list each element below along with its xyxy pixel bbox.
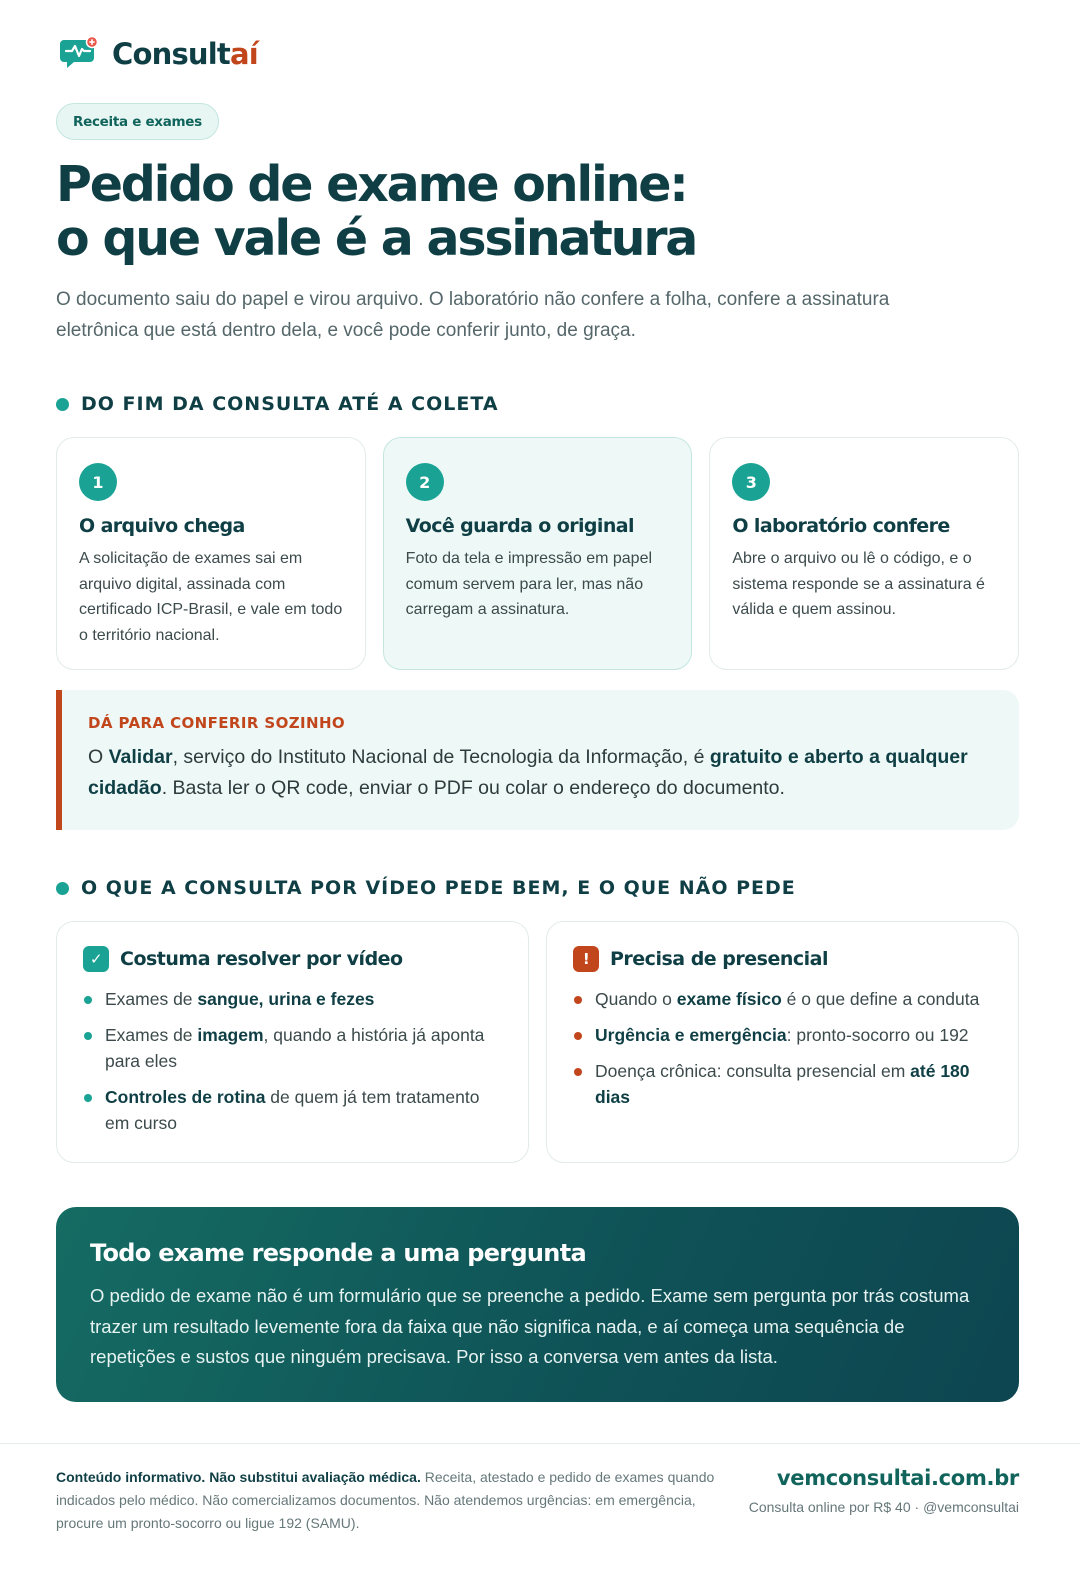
step-card-1 [56, 437, 366, 670]
site-link[interactable]: vemconsultai.com.br [776, 1466, 1019, 1490]
step-text: Foto da tela e impressão em papel comum servem para ler, mas não carregam a assinatura. [405, 550, 653, 618]
footer-contact [749, 1466, 1019, 1515]
brand-logo[interactable] [60, 36, 258, 72]
page-title [56, 158, 696, 266]
step-title: Você guarda o original [405, 515, 634, 537]
step-title: O arquivo chega [79, 515, 245, 537]
bullet-dot-icon [56, 882, 69, 895]
intro-text: O documento saiu do papel e virou arquivo. O laboratório não confere a folha, confere a assinatura eletrônica que está dentro dela, e você pode conferir junto, de graça. [56, 289, 890, 341]
list-item: Urgência e emergência: pronto-socorro ou 192 [573, 1022, 992, 1048]
list-item: Controles de rotina de quem já tem tratamento em curso [83, 1084, 502, 1136]
list-item: Exames de imagem, quando a história já aponta para eles [83, 1022, 502, 1074]
step-number: 2 [406, 463, 444, 501]
steps-row [56, 437, 1019, 670]
check-icon: ✓ [83, 946, 109, 972]
question-banner [56, 1207, 1019, 1402]
footer-divider [0, 1443, 1080, 1444]
step-text: Abre o arquivo ou lê o código, e o sistema responde se a assinatura é válida e quem assinou. [732, 550, 985, 618]
list-item: Doença crônica: consulta presencial em até 180 dias [573, 1058, 992, 1110]
step-text: A solicitação de exames sai em arquivo digital, assinada com certificado ICP-Brasil, e vale em todo o território nacional. [79, 550, 343, 644]
step-number: 1 [79, 463, 117, 501]
title-line-1: Pedido de exame online: [56, 156, 687, 213]
banner-title: Todo exame responde a uma pergunta [90, 1239, 586, 1267]
video-card-heading: ✓ Costuma resolver por vídeo [83, 946, 502, 972]
section-heading-steps: DO FIM DA CONSULTA ATÉ A COLETA [56, 393, 499, 415]
video-list [83, 986, 502, 1136]
callout-kicker: DÁ PARA CONFERIR SOZINHO [88, 714, 346, 732]
footer-disclaimer: Conteúdo informativo. Não substitui avaliação médica. Receita, atestado e pedido de exames quando indicados pelo médico. Não comercializamos documentos. Não atendemos urgências: em emergência, procure um pronto-socorro ou ligue 192 (SAMU). [56, 1469, 715, 1531]
comparison-row [56, 921, 1019, 1163]
in-person-card [546, 921, 1019, 1163]
step-card-3 [709, 437, 1019, 670]
section-heading-video: O QUE A CONSULTA POR VÍDEO PEDE BEM, E O QUE NÃO PEDE [56, 877, 796, 899]
brand-name: Consultaí [112, 37, 258, 71]
video-card [56, 921, 529, 1163]
step-card-2 [383, 437, 693, 670]
in-person-list [573, 986, 992, 1110]
footer-meta: Consulta online por R$ 40 · @vemconsultai [748, 1499, 1019, 1515]
banner-text: O pedido de exame não é um formulário que se preenche a pedido. Exame sem pergunta por trás costuma trazer um resultado levemente fora da faixa que não significa nada, e aí começa uma sequência de repetições e sustos que ninguém precisava. Por isso a conversa vem antes da lista. [90, 1285, 970, 1367]
alert-icon: ! [573, 946, 599, 972]
callout-text: O Validar, serviço do Instituto Nacional de Tecnologia da Informação, é gratuito e aberto a qualquer cidadão. Basta ler o QR code, enviar o PDF ou colar o endereço do documento. [88, 746, 968, 799]
category-tag: Receita e exames [56, 103, 219, 140]
title-line-2: o que vale é a assinatura [56, 210, 697, 267]
list-item: Quando o exame físico é o que define a conduta [573, 986, 992, 1012]
step-number: 3 [732, 463, 770, 501]
list-item: Exames de sangue, urina e fezes [83, 986, 502, 1012]
step-title: O laboratório confere [732, 515, 950, 537]
chat-heartbeat-icon [60, 36, 98, 72]
verify-callout [56, 690, 1019, 830]
bullet-dot-icon [56, 398, 69, 411]
in-person-card-heading: ! Precisa de presencial [573, 946, 992, 972]
